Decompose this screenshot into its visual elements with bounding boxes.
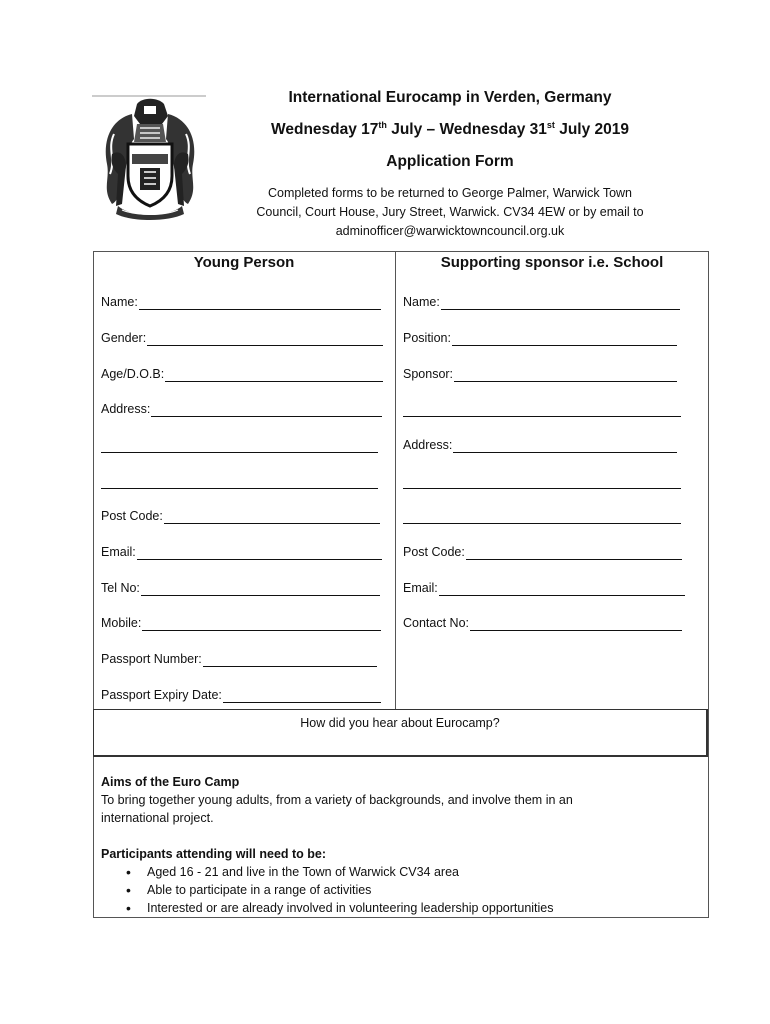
dates-middle: July – Wednesday 31: [386, 121, 547, 138]
young-person-field-label: Address:: [101, 402, 151, 416]
young-person-field-label: Mobile:: [101, 616, 142, 630]
sponsor-field-label: Position:: [403, 331, 451, 345]
young-person-field-label: Email:: [101, 545, 136, 559]
young-person-field-underline: [137, 559, 382, 560]
sponsor-field-row: [403, 581, 438, 595]
young-person-field-row: [101, 688, 222, 702]
dates-sup1: th: [378, 119, 387, 130]
sponsor-field-underline: [439, 595, 685, 596]
sponsor-heading: Supporting sponsor i.e. School: [440, 254, 664, 271]
column-divider: [395, 251, 396, 709]
instructions-line: Council, Court House, Jury Street, Warwick. CV34 4EW or by email to: [256, 205, 644, 219]
form-title: International Eurocamp in Verden, Germany: [288, 89, 612, 106]
sponsor-field-label: Sponsor:: [403, 367, 454, 381]
sponsor-field-row: [403, 331, 451, 345]
how-did-you-hear-label: How did you hear about Eurocamp?: [300, 716, 500, 730]
sponsor-field-row: [403, 295, 440, 309]
form-subtitle: Application Form: [386, 153, 514, 170]
sponsor-field-row: [403, 438, 452, 452]
young-person-field-underline: [203, 666, 377, 667]
sponsor-field-underline: [466, 559, 682, 560]
young-person-field-row: [101, 509, 163, 523]
return-instructions: [210, 184, 690, 241]
list-item: • Interested or are already involved in volunteering leadership opportunities: [147, 899, 701, 917]
aims-text-line: international project.: [101, 811, 214, 825]
young-person-field-underline: [164, 523, 380, 524]
sponsor-field-underline: [452, 345, 677, 346]
young-person-field-row: [101, 367, 164, 381]
sponsor-field-underline: [453, 452, 677, 453]
dates-end: July 2019: [554, 121, 629, 138]
young-person-field-underline: [165, 381, 383, 382]
sponsor-field-underline: [403, 416, 681, 417]
sponsor-field-row: [403, 545, 465, 559]
young-person-field-underline: [142, 630, 381, 631]
sponsor-field-row: [403, 616, 469, 630]
young-person-field-label: Age/D.O.B:: [101, 367, 165, 381]
sponsor-field-label: Email:: [403, 581, 438, 595]
instructions-line: adminofficer@warwicktowncouncil.org.uk: [335, 224, 565, 238]
requirements-list: [101, 863, 701, 917]
young-person-field-row: [101, 581, 140, 595]
list-item: • Aged 16 - 21 and live in the Town of Warwick CV34 area: [147, 863, 701, 881]
dates-start: Wednesday 17: [271, 121, 379, 138]
list-item: • Able to participate in a range of activities: [147, 881, 701, 899]
young-person-heading: Young Person: [193, 254, 295, 271]
young-person-field-label: Passport Expiry Date:: [101, 688, 222, 702]
sponsor-field-label: Contact No:: [403, 616, 470, 630]
sponsor-field-label: Post Code:: [403, 545, 465, 559]
young-person-field-underline: [101, 452, 378, 453]
warwick-crest-logo: [92, 94, 208, 224]
young-person-field-underline: [151, 416, 382, 417]
sponsor-field-underline: [454, 381, 677, 382]
young-person-field-label: Tel No:: [101, 581, 140, 595]
young-person-field-underline: [139, 309, 381, 310]
young-person-field-row: [101, 331, 146, 345]
sponsor-field-underline: [403, 523, 681, 524]
event-dates: [210, 121, 690, 139]
young-person-field-label: Post Code:: [101, 509, 163, 523]
participants-heading: Participants attending will need to be:: [101, 847, 327, 861]
instructions-line: Completed forms to be returned to George Palmer, Warwick Town: [267, 186, 633, 200]
sponsor-field-label: Name:: [403, 295, 440, 309]
aims-section: [101, 773, 701, 917]
young-person-field-label: Gender:: [101, 331, 147, 345]
young-person-field-row: [101, 616, 141, 630]
young-person-field-row: [101, 652, 202, 666]
dates-sup2: st: [546, 119, 555, 130]
young-person-field-underline: [223, 702, 381, 703]
young-person-field-label: Passport Number:: [101, 652, 202, 666]
young-person-field-underline: [101, 488, 378, 489]
young-person-field-row: [101, 545, 136, 559]
sponsor-field-underline: [441, 309, 680, 310]
young-person-field-underline: [141, 595, 380, 596]
sponsor-field-underline: [403, 488, 681, 489]
young-person-field-underline: [147, 345, 383, 346]
sponsor-field-row: [403, 367, 453, 381]
aims-heading: Aims of the Euro Camp: [101, 775, 240, 789]
sponsor-field-label: Address:: [403, 438, 453, 452]
young-person-field-label: Name:: [101, 295, 138, 309]
how-did-you-hear-box[interactable]: [93, 709, 708, 757]
young-person-field-row: [101, 402, 150, 416]
aims-text-line: To bring together young adults, from a variety of backgrounds, and involve them in an: [101, 793, 573, 807]
sponsor-field-underline: [470, 630, 682, 631]
young-person-field-row: [101, 295, 138, 309]
